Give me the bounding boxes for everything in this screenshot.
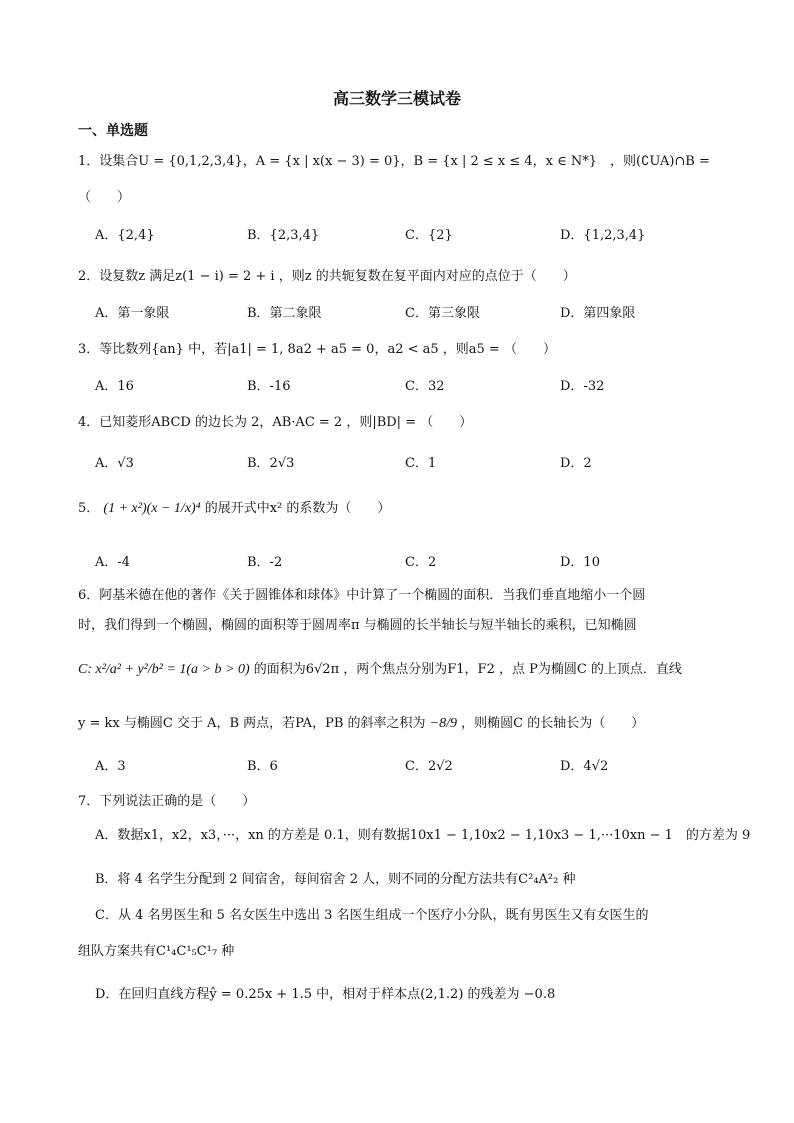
section-heading: 一、单选题 xyxy=(78,123,148,139)
question-6-line-4-tail: ，则椭圆C 的长轴长为（ ） xyxy=(461,716,645,731)
question-5-number: 5． xyxy=(78,501,100,516)
option-d: D．-32 xyxy=(560,379,605,394)
option-d: D．{1,2,3,4} xyxy=(560,228,646,243)
option-a: A．3 xyxy=(95,759,126,774)
question-6-line-1: 6．阿基米德在他的著作《关于圆锥体和球体》中计算了一个椭圆的面积．当我们垂直地缩小一个圆 xyxy=(78,588,646,603)
option-a: A．第一象限 xyxy=(95,306,170,321)
question-5-text: 的展开式中x² 的系数为（ ） xyxy=(204,501,391,516)
option-a: A．{2,4} xyxy=(95,228,155,243)
question-7-line-1: 7．下列说法正确的是（ ） xyxy=(78,794,256,809)
option-d: D．4√2 xyxy=(560,759,609,774)
option-c: C．1 xyxy=(405,456,437,471)
question-7-statement-a: A．数据x1，x2，x3，···，xn 的方差是 0.1，则有数据10x1 − 1,10x2 − 1,10x3 − 1,···10xn − 1 的方差为 9 xyxy=(95,828,751,843)
option-a: A．16 xyxy=(95,379,134,394)
binomial-expression: (1 + x²)(x − 1/x)⁴ xyxy=(103,501,201,516)
question-6-line-4-text: y = kx 与椭圆C 交于 A，B 两点，若PA，PB 的斜率之积为 xyxy=(78,716,426,731)
question-6-line-4 xyxy=(78,712,644,732)
option-c: C．2√2 xyxy=(405,759,453,774)
question-7-statement-d: D．在回归直线方程ŷ = 0.25x + 1.5 中，相对于样本点(2,1.2) 的残差为 −0.8 xyxy=(95,987,556,1002)
option-d: D．第四象限 xyxy=(560,306,636,321)
option-b: B．6 xyxy=(247,759,278,774)
ellipse-equation: C: x²/a² + y²/b² = 1(a > b > 0) xyxy=(78,662,250,677)
option-b: B．{2,3,4} xyxy=(247,228,320,243)
question-4-line-1: 4．已知菱形ABCD 的边长为 2，AB·AC = 2 ，则|BD| = （ ） xyxy=(78,415,473,430)
question-7-statement-b: B．将 4 名学生分配到 2 间宿舍，每间宿舍 2 人，则不同的分配方法共有C²₄A²₂ 种 xyxy=(95,872,576,887)
question-1-line-1: 1．设集合U = {0,1,2,3,4}，A = {x | x(x − 3) = 0}，B = {x | 2 ≤ x ≤ 4，x ∈ N*} ，则(∁UA)∩B = xyxy=(78,154,710,169)
option-d: D．2 xyxy=(560,456,592,471)
option-c: C．{2} xyxy=(405,228,453,243)
question-2-line-1: 2．设复数z 满足z(1 − i) = 2 + i ，则z 的共轭复数在复平面内对应的点位于（ ） xyxy=(78,269,576,284)
question-6-line-2: 时，我们得到一个椭圆，椭圆的面积等于圆周率π 与椭圆的长半轴长与短半轴长的乘积，已知椭圆 xyxy=(78,618,637,633)
option-d: D．10 xyxy=(560,555,600,570)
question-6-line-3-text: 的面积为6√2π ，两个焦点分别为F1，F2 ，点 P为椭圆C 的上顶点．直线 xyxy=(253,662,682,677)
question-3-line-1: 3．等比数列{an} 中，若|a1| = 1, 8a2 + a5 = 0，a2 < a5 ，则a5 = （ ） xyxy=(78,342,556,357)
option-c: C．2 xyxy=(405,555,437,570)
question-7-statement-c: C．从 4 名男医生和 5 名女医生中选出 3 名医生组成一个医疗小分队，既有男医生又有女医生的 xyxy=(95,908,649,923)
option-b: B．第二象限 xyxy=(247,306,322,321)
page-title: 高三数学三模试卷 xyxy=(332,89,461,108)
question-6-line-3 xyxy=(78,658,682,678)
option-b: B．-2 xyxy=(247,555,283,570)
option-c: C．32 xyxy=(405,379,445,394)
option-c: C．第三象限 xyxy=(405,306,480,321)
option-b: B．-16 xyxy=(247,379,291,394)
question-5-line-1 xyxy=(78,497,390,517)
option-a: A．√3 xyxy=(95,456,134,471)
slope-product: −8/9 xyxy=(429,716,457,731)
option-a: A．-4 xyxy=(95,555,131,570)
option-b: B．2√3 xyxy=(247,456,295,471)
question-1-line-2: （ ） xyxy=(78,190,131,205)
question-7-statement-c-cont: 组队方案共有C¹₄C¹₅C¹₇ 种 xyxy=(78,944,235,959)
